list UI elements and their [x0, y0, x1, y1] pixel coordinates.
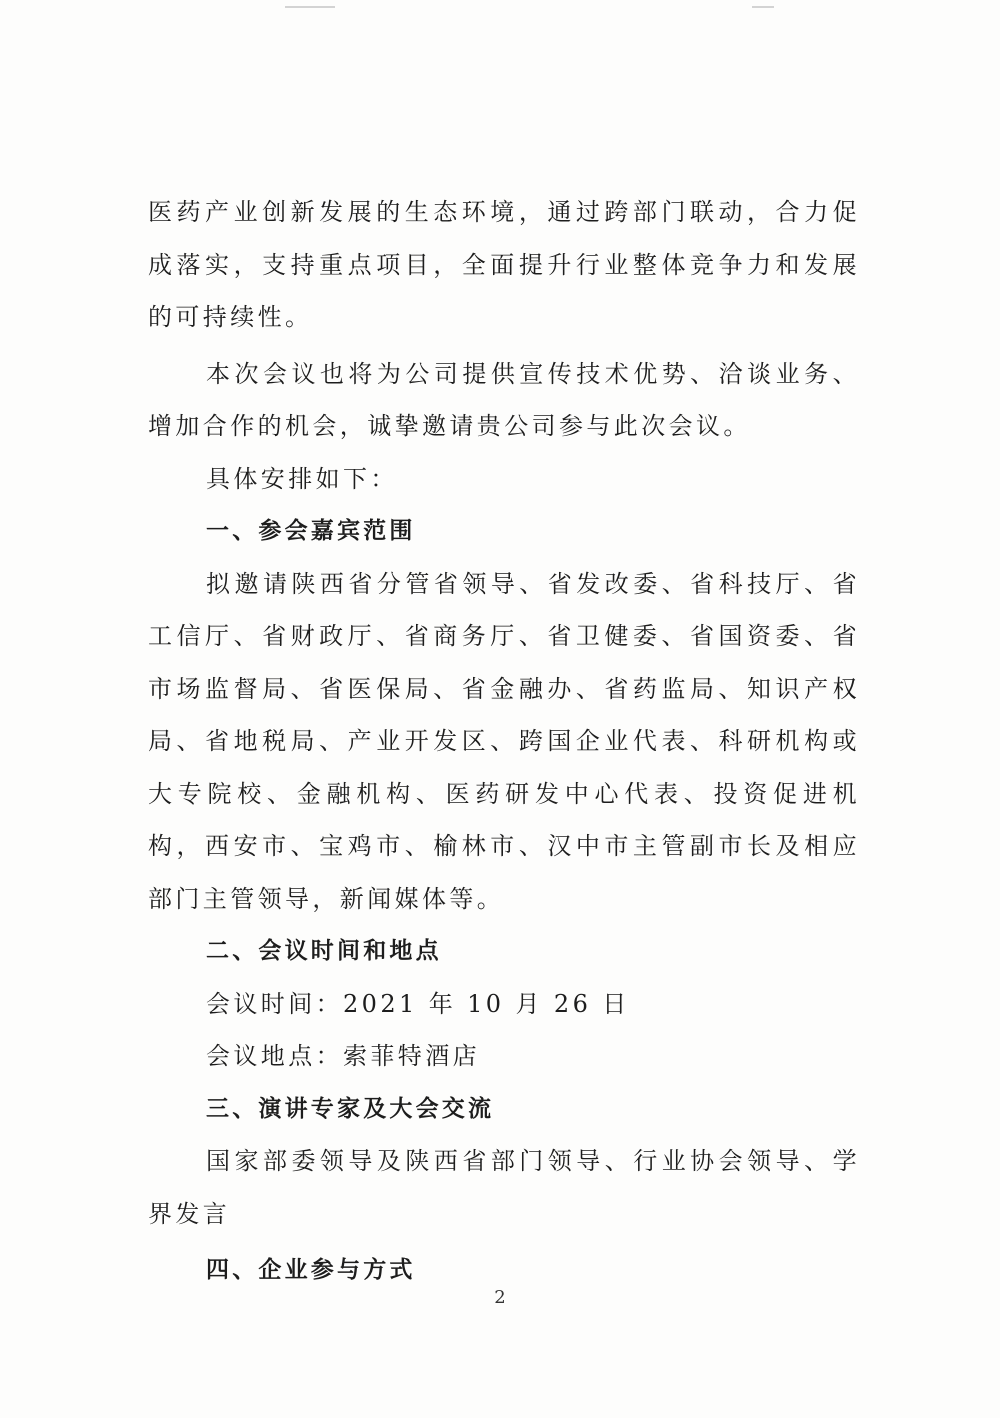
scan-artifact: [752, 6, 774, 8]
page-number: 2: [494, 1287, 506, 1308]
paragraph-continued: 医药产业创新发展的生态环境，通过跨部门联动，合力促成落实，支持重点项目，全面提升行业整体竞争力和发展的可持续性。: [148, 198, 860, 331]
section-heading-speakers: 三、演讲专家及大会交流: [206, 1095, 495, 1122]
meeting-time: 会议时间：2021 年 10 月 26 日: [206, 989, 630, 1018]
section-heading-time-location: 二、会议时间和地点: [206, 938, 442, 964]
paragraph-guest-list: 拟邀请陕西省分管省领导、省发改委、省科技厅、省工信厅、省财政厅、省商务厅、省卫健委、省国资委、省市场监督局、省医保局、省金融办、省药监局、知识产权局、省地税局、产业开发区、跨国企业代表、科研机构或大专院校、金融机构、医药研发中心代表、投资促进机构，西安市、宝鸡市、榆林市、汉中市主管副市长及相应部门主管领导，新闻媒体等。: [148, 569, 860, 913]
paragraph-invitation: 本次会议也将为公司提供宣传技术优势、洽谈业务、增加合作的机会，诚挚邀请贵公司参与此次会议。: [148, 359, 860, 440]
scan-artifact: [285, 6, 335, 8]
section-heading-participation: 四、企业参与方式: [206, 1257, 416, 1283]
document-body: [148, 186, 860, 1297]
paragraph-speakers: 国家部委领导及陕西省部门领导、行业协会领导、学界发言: [148, 1147, 860, 1228]
paragraph-arrangement-intro: 具体安排如下：: [206, 464, 398, 493]
meeting-location: 会议地点：索菲特酒店: [206, 1042, 480, 1070]
section-heading-guests: 一、参会嘉宾范围: [206, 518, 416, 544]
